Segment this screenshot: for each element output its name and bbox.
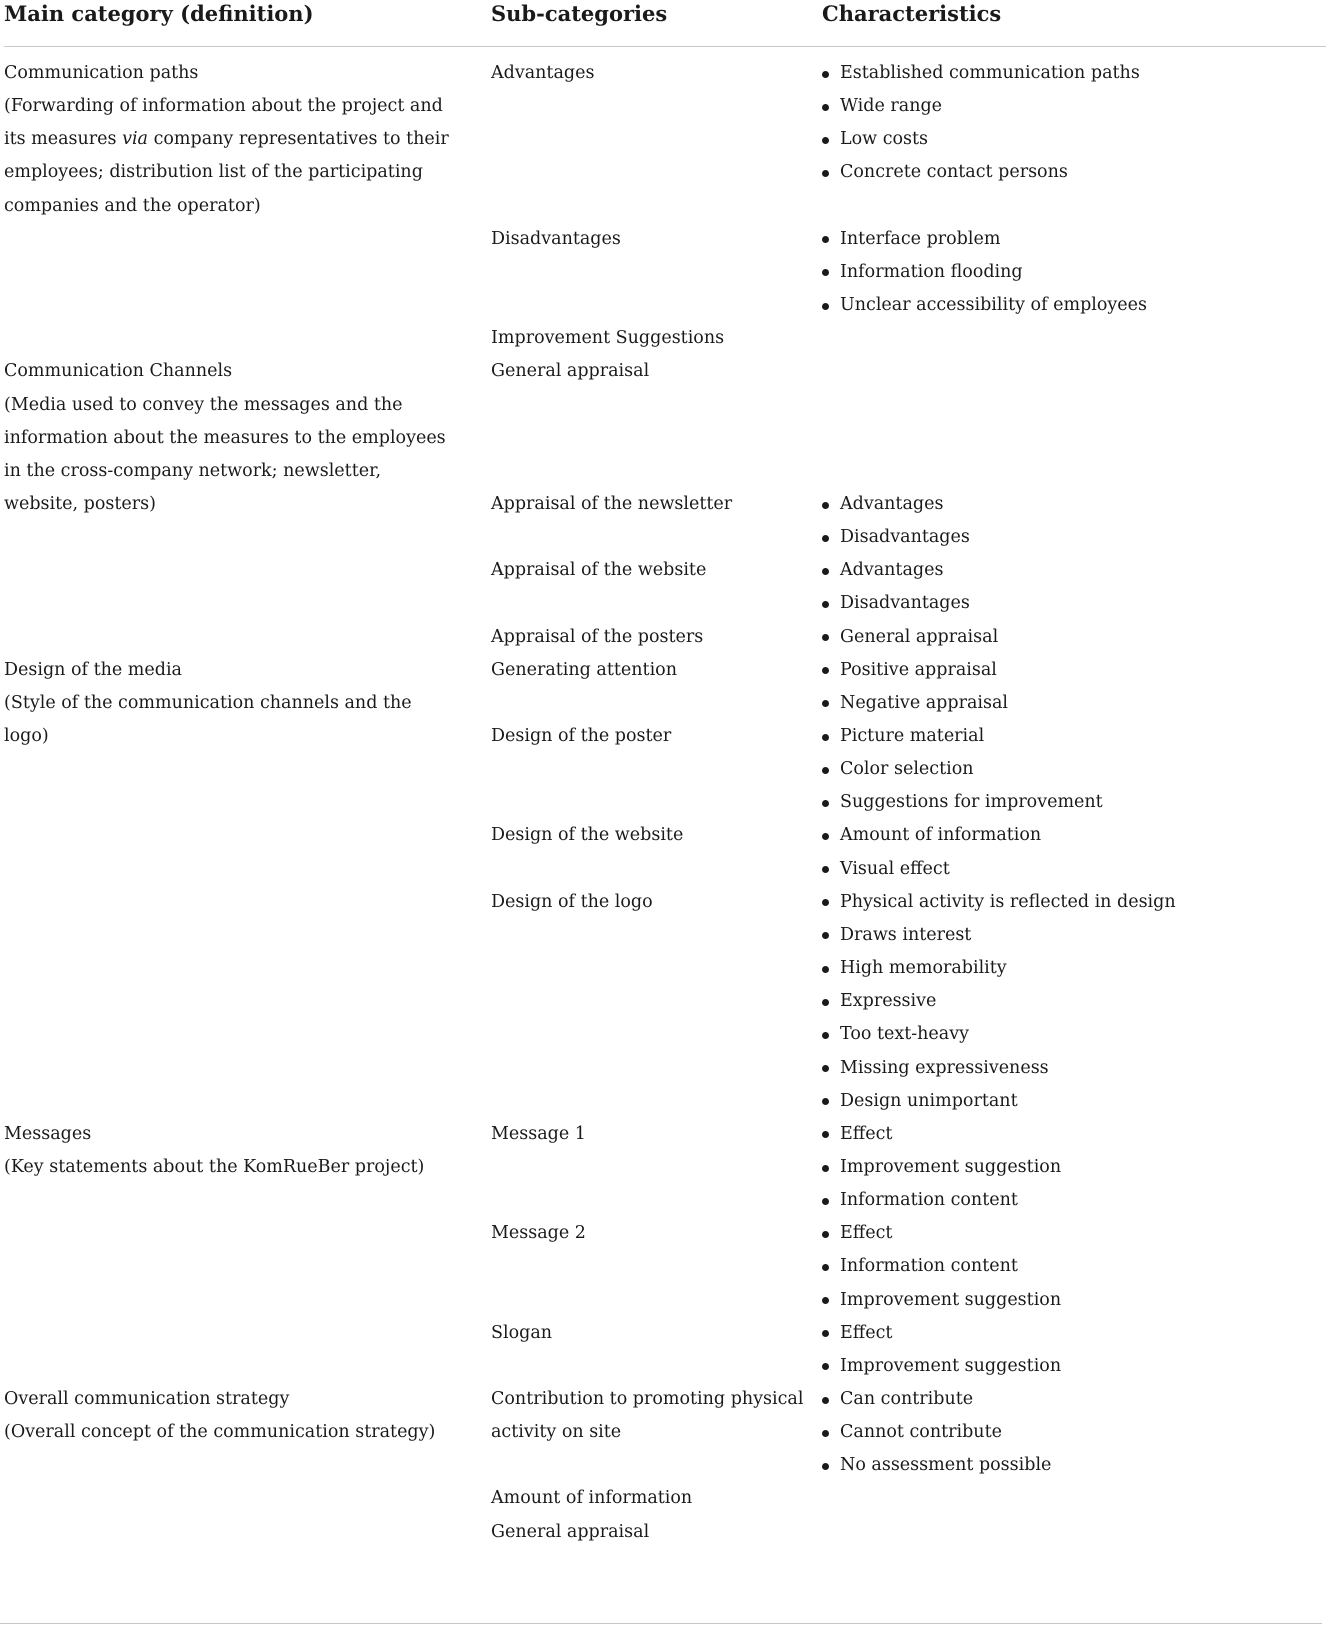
- characteristic-text: Missing expressiveness: [840, 1057, 1049, 1078]
- header-characteristics: Characteristics: [822, 1, 1002, 26]
- definition-text: (Style of the communication channels and the logo): [4, 692, 412, 746]
- characteristic-item: [822, 1383, 1322, 1416]
- characteristic-item: [822, 1085, 1322, 1118]
- bullet-icon: [822, 1363, 829, 1370]
- characteristic-item: [822, 1018, 1322, 1051]
- characteristics-list: [822, 1383, 1322, 1482]
- characteristic-item: [822, 123, 1322, 156]
- characteristic-text: Cannot contribute: [840, 1422, 1002, 1443]
- bullet-icon: [822, 1098, 829, 1105]
- characteristics-list: [822, 1217, 1322, 1316]
- characteristic-item: [822, 1151, 1322, 1184]
- bullet-icon: [822, 502, 829, 509]
- bullet-icon: [822, 999, 829, 1006]
- sub-category-label: Design of the website: [491, 825, 684, 846]
- bullet-icon: [822, 1231, 829, 1238]
- characteristic-item: [822, 1217, 1322, 1250]
- main-category-definition: [4, 687, 454, 753]
- characteristic-text: Improvement suggestion: [840, 1289, 1062, 1310]
- main-category: [4, 654, 454, 753]
- characteristic-text: Physical activity is reflected in design: [840, 891, 1176, 912]
- characteristic-text: Disadvantages: [840, 593, 970, 614]
- characteristic-item: [822, 488, 1322, 521]
- characteristic-item: [822, 753, 1322, 786]
- definition-text: (Key statements about the KomRueBer project): [4, 1156, 425, 1177]
- bullet-icon: [822, 1430, 829, 1437]
- characteristic-item: [822, 156, 1322, 189]
- characteristic-item: [822, 1184, 1322, 1217]
- main-category-definition: [4, 1416, 454, 1449]
- sub-category-label: Amount of information: [491, 1488, 693, 1509]
- bullet-icon: [822, 667, 829, 674]
- characteristic-text: Visual effect: [840, 858, 950, 879]
- characteristics-list: [822, 57, 1322, 190]
- characteristic-text: Information flooding: [840, 261, 1023, 282]
- bullet-icon: [822, 104, 829, 111]
- sub-category-label: General appraisal: [491, 361, 650, 382]
- bullet-icon: [822, 700, 829, 707]
- category-table: [4, 0, 1326, 1542]
- definition-emphasis: via: [122, 129, 148, 150]
- bullet-icon: [822, 767, 829, 774]
- bullet-icon: [822, 137, 829, 144]
- characteristic-text: Effect: [840, 1322, 893, 1343]
- characteristic-text: Color selection: [840, 759, 974, 780]
- bullet-icon: [822, 734, 829, 741]
- characteristic-text: Wide range: [840, 96, 943, 117]
- characteristic-item: [822, 57, 1322, 90]
- characteristic-text: Too text-heavy: [840, 1024, 969, 1045]
- bullet-icon: [822, 833, 829, 840]
- sub-category-label: Slogan: [491, 1322, 553, 1343]
- characteristic-item: [822, 521, 1322, 554]
- characteristic-item: [822, 786, 1322, 819]
- characteristic-item: [822, 654, 1322, 687]
- characteristic-item: [822, 853, 1322, 886]
- main-category-title: Messages: [4, 1123, 92, 1144]
- characteristics-list: [822, 488, 1322, 554]
- characteristics-list: [822, 720, 1322, 819]
- sub-category-label: Appraisal of the website: [491, 560, 707, 581]
- characteristic-text: High memorability: [840, 958, 1007, 979]
- characteristic-item: [822, 90, 1322, 123]
- characteristic-text: Draws interest: [840, 924, 972, 945]
- characteristic-text: Established communication paths: [840, 63, 1140, 83]
- bullet-icon: [822, 303, 829, 310]
- characteristic-text: Suggestions for improvement: [840, 792, 1103, 813]
- table-header: [4, 0, 1326, 47]
- sub-category-label: Generating attention: [491, 659, 677, 680]
- bullet-icon: [822, 932, 829, 939]
- characteristic-item: [822, 886, 1322, 919]
- sub-category-label: Appraisal of the newsletter: [491, 493, 733, 514]
- characteristic-text: Disadvantages: [840, 527, 970, 548]
- characteristics-list: [822, 654, 1322, 720]
- bullet-icon: [822, 601, 829, 608]
- bullet-icon: [822, 1032, 829, 1039]
- characteristic-text: Can contribute: [840, 1389, 974, 1409]
- characteristic-text: Effect: [840, 1123, 893, 1144]
- header-sub-categories: Sub-categories: [491, 1, 668, 26]
- characteristics-list: [822, 223, 1322, 322]
- sub-category-label: Design of the poster: [491, 725, 672, 746]
- characteristic-item: [822, 289, 1322, 322]
- main-category-title: Design of the media: [4, 659, 182, 680]
- characteristic-item: [822, 1284, 1322, 1317]
- definition-text: (Overall concept of the communication strategy): [4, 1422, 436, 1443]
- bullet-icon: [822, 568, 829, 575]
- sub-category-label: Advantages: [491, 63, 595, 83]
- main-category: [4, 355, 454, 521]
- characteristic-text: Interface problem: [840, 228, 1001, 249]
- characteristic-text: Picture material: [840, 725, 985, 746]
- sub-category-label: Improvement Suggestions: [491, 328, 725, 349]
- sub-category-label: Message 2: [491, 1223, 586, 1244]
- characteristics-list: [822, 621, 1322, 654]
- bullet-icon: [822, 1131, 829, 1138]
- sub-category-label: General appraisal: [491, 1521, 650, 1542]
- bullet-icon: [822, 269, 829, 276]
- bullet-icon: [822, 800, 829, 807]
- characteristic-text: Concrete contact persons: [840, 162, 1068, 183]
- characteristic-text: Advantages: [840, 560, 944, 581]
- characteristic-item: [822, 1317, 1322, 1350]
- characteristic-text: Expressive: [840, 991, 937, 1012]
- bullet-icon: [822, 966, 829, 973]
- characteristic-text: Low costs: [840, 129, 929, 150]
- characteristic-item: [822, 1350, 1322, 1383]
- characteristic-text: Information content: [840, 1256, 1018, 1277]
- bullet-icon: [822, 1397, 829, 1404]
- characteristics-list: [822, 886, 1322, 1118]
- characteristic-text: Improvement suggestion: [840, 1355, 1062, 1376]
- characteristic-item: [822, 985, 1322, 1018]
- sub-category-label: Contribution to promoting physical activity on site: [491, 1389, 804, 1443]
- main-category: [4, 1118, 454, 1184]
- characteristic-text: Effect: [840, 1223, 893, 1244]
- characteristic-item: [822, 1052, 1322, 1085]
- characteristic-item: [822, 621, 1322, 654]
- bullet-icon: [822, 1463, 829, 1470]
- main-category-title: Overall communication strategy: [4, 1389, 290, 1409]
- sub-category-label: Disadvantages: [491, 228, 621, 249]
- characteristics-list: [822, 1317, 1322, 1383]
- characteristic-item: [822, 952, 1322, 985]
- main-category: [4, 1383, 454, 1449]
- characteristic-text: Negative appraisal: [840, 692, 1008, 713]
- bullet-icon: [822, 899, 829, 906]
- characteristic-item: [822, 919, 1322, 952]
- main-category: [4, 57, 454, 223]
- bullet-icon: [822, 1297, 829, 1304]
- main-category-title: Communication paths: [4, 63, 199, 83]
- main-category-definition: [4, 90, 454, 223]
- characteristic-item: [822, 1416, 1322, 1449]
- characteristic-text: Amount of information: [840, 825, 1042, 846]
- main-category-definition: [4, 1151, 454, 1184]
- characteristic-item: [822, 1449, 1322, 1482]
- bullet-icon: [822, 1330, 829, 1337]
- characteristics-list: [822, 819, 1322, 885]
- characteristic-item: [822, 1250, 1322, 1283]
- bullet-icon: [822, 866, 829, 873]
- main-category-title: Communication Channels: [4, 361, 233, 382]
- bullet-icon: [822, 1264, 829, 1271]
- characteristic-item: [822, 223, 1322, 256]
- characteristic-text: Advantages: [840, 493, 944, 514]
- characteristic-item: [822, 256, 1322, 289]
- bullet-icon: [822, 1065, 829, 1072]
- characteristic-text: No assessment possible: [840, 1455, 1052, 1476]
- characteristic-item: [822, 1118, 1322, 1151]
- characteristic-text: Design unimportant: [840, 1090, 1018, 1111]
- characteristic-text: Improvement suggestion: [840, 1156, 1062, 1177]
- main-category-definition: [4, 389, 454, 522]
- characteristic-text: General appraisal: [840, 626, 999, 647]
- characteristic-item: [822, 554, 1322, 587]
- definition-text: (Media used to convey the messages and the information about the measures to the employees in the cross-company network; newsletter, website, posters): [4, 394, 446, 514]
- sub-category-label: Appraisal of the posters: [491, 626, 704, 647]
- characteristic-item: [822, 687, 1322, 720]
- table-bottom-rule: [0, 1623, 1322, 1624]
- bullet-icon: [822, 535, 829, 542]
- characteristic-text: Positive appraisal: [840, 659, 997, 680]
- sub-category-label: Message 1: [491, 1123, 586, 1144]
- characteristic-text: Unclear accessibility of employees: [840, 295, 1148, 316]
- characteristic-item: [822, 819, 1322, 852]
- header-main-category: Main category (definition): [4, 1, 314, 26]
- bullet-icon: [822, 236, 829, 243]
- definition-text: company representatives to their employees; distribution list of the participating companies and the operator): [4, 129, 449, 216]
- bullet-icon: [822, 170, 829, 177]
- bullet-icon: [822, 1165, 829, 1172]
- definition-text: (Forwarding of information about the project and its measures: [4, 96, 443, 150]
- characteristics-list: [822, 554, 1322, 620]
- characteristic-item: [822, 720, 1322, 753]
- characteristic-item: [822, 587, 1322, 620]
- bullet-icon: [822, 634, 829, 641]
- characteristics-list: [822, 1118, 1322, 1217]
- sub-category-label: Design of the logo: [491, 891, 653, 912]
- characteristic-text: Information content: [840, 1190, 1018, 1211]
- bullet-icon: [822, 71, 829, 78]
- bullet-icon: [822, 1198, 829, 1205]
